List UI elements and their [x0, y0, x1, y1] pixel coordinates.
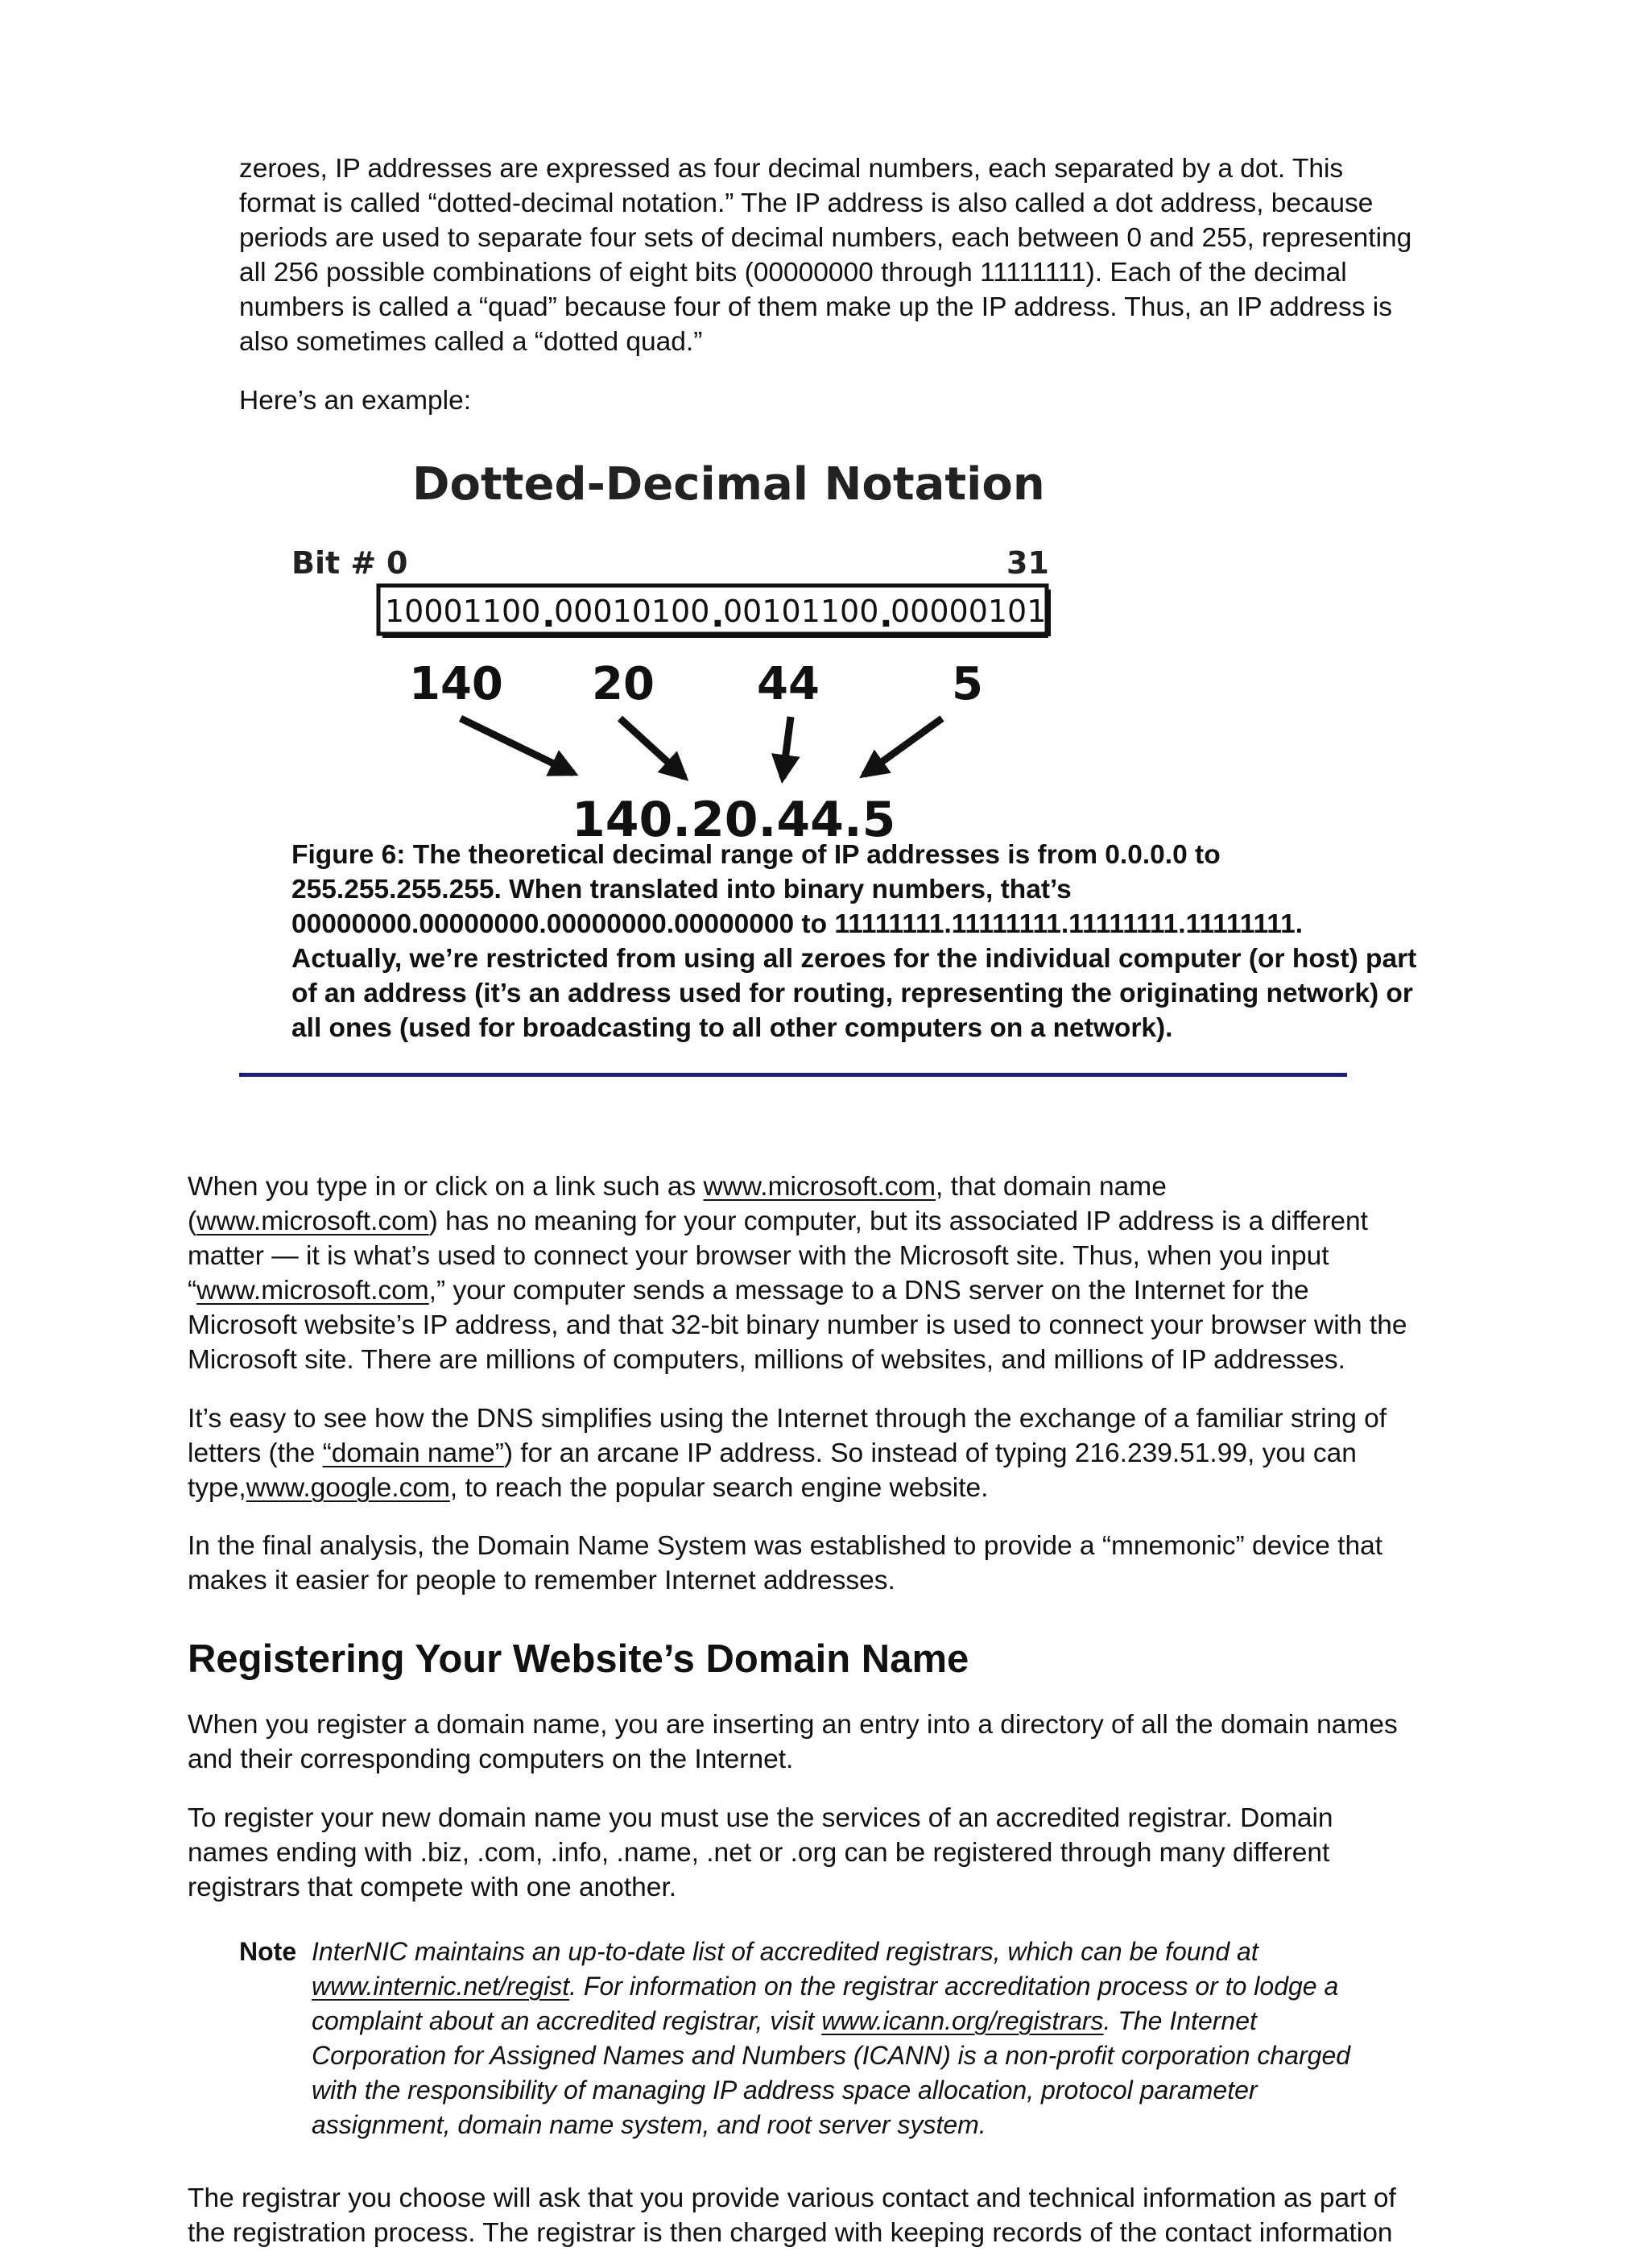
binary-dot-2: .: [711, 594, 725, 635]
registrar-info-paragraph: The registrar you choose will ask that you provide various contact and technical information as part of the registration process. The registrar is then charged with keeping records of the contact information: [188, 2183, 1396, 2248]
microsoft-link-2[interactable]: www.microsoft.com: [196, 1206, 429, 1236]
section-heading: Registering Your Website’s Domain Name: [188, 1637, 969, 1681]
dotted-decimal-figure: [274, 459, 1079, 846]
example-label: Here’s an example:: [239, 386, 472, 416]
figure-caption: Figure 6: The theoretical decimal range of IP addresses is from 0.0.0.0 to 255.255.255.255. When translated into binary numbers, that’s 00000000.00000000.00000000.00000000 to 11111111.11111111.11111111.11111111. Actually, we’re restricted from using all zeroes for the individual computer (or host) part of an address (it’s an address used for routing, representing the originating network) or all ones (used for broadcasting to all other computers on a network).: [291, 840, 1417, 1043]
octet-decimal-3: 44: [757, 658, 820, 710]
octet-decimal-1: 140: [409, 658, 503, 710]
figure-title: Dotted-Decimal Notation: [412, 459, 1045, 511]
note-body: InterNIC maintains an up-to-date list of accredited registrars, which can be found at www.internic.net/regist. For information on the registrar accreditation process or to lodge a complaint about an accredited registrar, visit www.icann.org/registrars. The Internet Corporation for Assigned Names and Numbers (ICANN) is a non-profit corporation charged with the responsibility of managing IP address space allocation, protocol parameter assignment, domain name system, and root server system.: [312, 1937, 1351, 2139]
binary-dot-1: .: [542, 594, 556, 635]
figure-divider: [239, 1073, 1347, 1077]
octet-binary-4: 00000101: [891, 594, 1047, 629]
microsoft-paragraph: When you type in or click on a link such as www.microsoft.com, that domain name (www.microsoft.com) has no meaning for your computer, but its associated IP address is a different matter — it is what’s used to connect your browser with the Microsoft site. Thus, when you input “www.microsoft.com,” your computer sends a message to a DNS server on the Internet for the Microsoft website’s IP address, and that 32-bit binary number is used to connect your browser with the Microsoft site. There are millions of computers, millions of websites, and millions of IP addresses.: [188, 1172, 1407, 1375]
dns-paragraph: It’s easy to see how the DNS simplifies using the Internet through the exchange of a familiar string of letters (the “domain name”) for an arcane IP address. So instead of typing 216.239.51.99, you can type,www.google.com, to reach the popular search engine website.: [188, 1404, 1387, 1503]
microsoft-link-1[interactable]: www.microsoft.com: [703, 1172, 936, 1202]
binary-dot-3: .: [879, 594, 893, 635]
register-paragraph: When you register a domain name, you are inserting an entry into a directory of all the domain names and their corresponding computers on the Internet.: [188, 1710, 1398, 1774]
octet-decimal-2: 20: [592, 658, 655, 710]
google-link[interactable]: www.google.com: [246, 1473, 450, 1503]
microsoft-link-3[interactable]: www.microsoft.com: [196, 1276, 429, 1306]
arrow-3: [783, 717, 791, 778]
octet-binary-3: 00101100: [723, 594, 879, 629]
octet-binary-2: 00010100: [554, 594, 710, 629]
registrar-paragraph: To register your new domain name you must use the services of an accredited registrar. Domain names ending with .biz, .com, .info, .name, .net or .org can be registered through many different registrars that compete with one another.: [188, 1803, 1333, 1902]
icann-link[interactable]: www.icann.org/registrars: [821, 2006, 1104, 2035]
bit-label: Bit #: [291, 545, 377, 581]
octet-binary-1: 10001100: [385, 594, 541, 629]
bit-start: 0: [386, 545, 408, 581]
result-address: 140.20.44.5: [572, 792, 896, 846]
arrow-1: [461, 718, 573, 773]
domain-name-link[interactable]: “domain name”: [322, 1438, 504, 1468]
arrow-2: [620, 718, 684, 777]
final-analysis-paragraph: In the final analysis, the Domain Name System was established to provide a “mnemonic” device that makes it easier for people to remember Internet addresses.: [188, 1531, 1383, 1595]
intro-paragraph: zeroes, IP addresses are expressed as four decimal numbers, each separated by a dot. This format is called “dotted-decimal notation.” The IP address is also called a dot address, because periods are used to separate four sets of decimal numbers, each between 0 and 255, representing all 256 possible combinations of eight bits (00000000 through 11111111). Each of the decimal numbers is called a “quad” because four of them make up the IP address. Thus, an IP address is also sometimes called a “dotted quad.”: [239, 154, 1412, 357]
note-label: Note: [239, 1937, 297, 1966]
bit-end: 31: [1006, 545, 1049, 581]
internic-link[interactable]: www.internic.net/regist: [312, 1972, 570, 2001]
arrow-4: [864, 718, 942, 775]
octet-decimal-4: 5: [952, 658, 983, 710]
